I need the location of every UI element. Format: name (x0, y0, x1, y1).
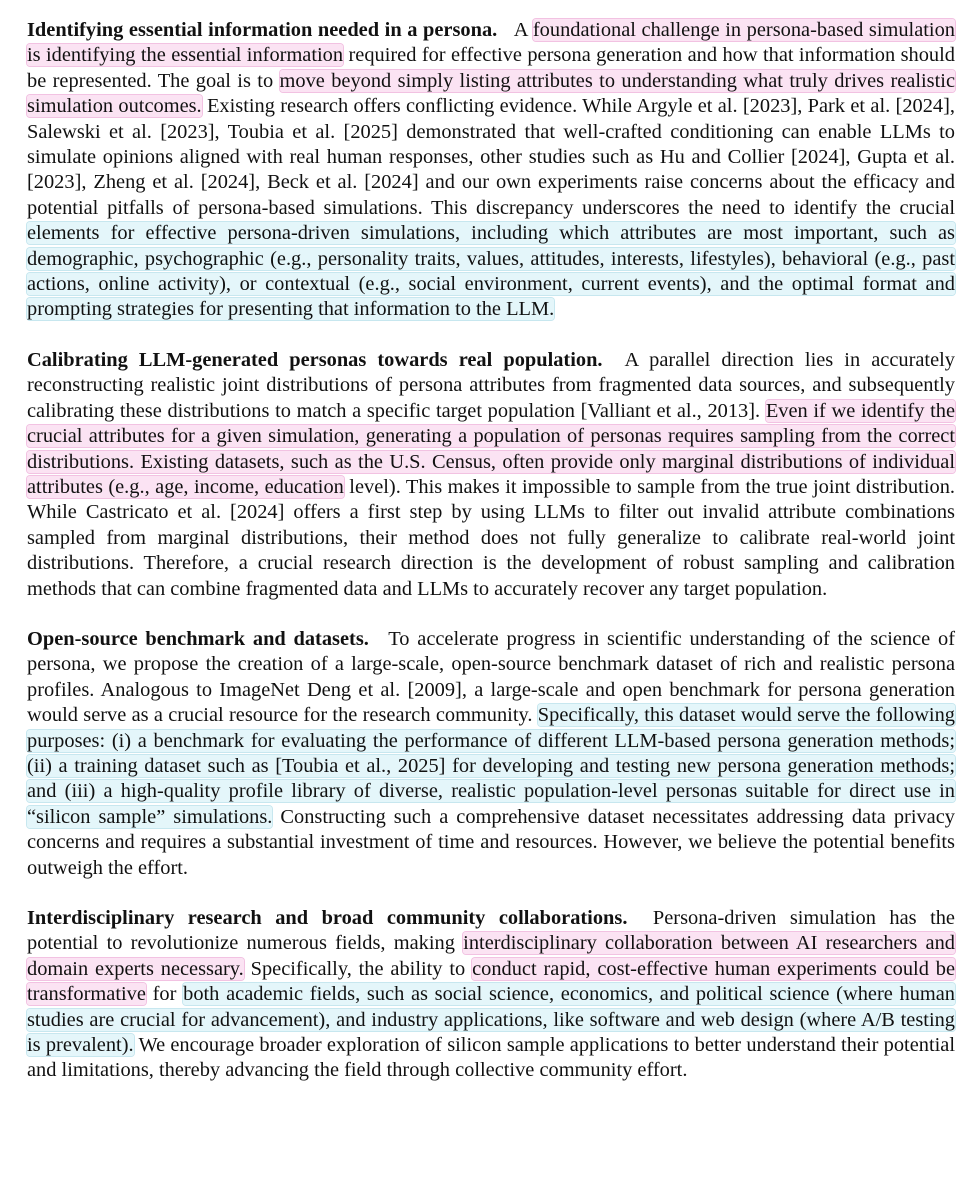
paragraph-interdisciplinary-research (27, 906, 955, 1084)
paragraph-heading: Calibrating LLM-generated personas towards real population. (27, 348, 603, 371)
paragraph-open-source-benchmark (27, 627, 955, 881)
highlight-pink: foundational challenge in persona-based simulation is identifying the essential information (27, 19, 955, 67)
paragraph-essential-information (27, 18, 955, 323)
highlight-pink: move beyond simply listing attributes to understanding what truly drives realistic simulation outcomes. (27, 69, 955, 118)
body-text: for (145, 983, 184, 1006)
paragraph-heading: Identifying essential information needed in a persona. (27, 19, 498, 41)
paper-page (27, 18, 955, 1084)
body-text: To accelerate progress in scientific understanding of the science of persona, we propose the creation of a large-scale, open-source benchmark dataset of rich and realistic persona profiles. Analogous to ImageNet Deng et al. [2009], a large-scale and open benchmark for persona generation would serve as a crucial resource for the research community. (27, 627, 955, 727)
highlight-blue: both academic fields, such as social science, economics, and political science (where human studies are crucial for advancement), and industry applications, like software and web design (where A/B testing is prevalent). (27, 983, 955, 1057)
body-text: Existing research offers conflicting evidence. While Argyle et al. [2023], Park et al. [2024], Salewski et al. [2023], Toubia et al. [2025] demonstrated that well-crafted conditioning can enable LLMs to simulate opinions aligned with real human responses, other studies such as Hu and Collier [2024], Gupta et al. [2023], Zheng et al. [2024], Beck et al. [2024] and our own experiments raise concerns about the efficacy and potential pitfalls of persona-based simulations. This discrepancy underscores the need to identify the crucial (27, 95, 955, 219)
body-text: Specifically, the ability to (243, 957, 473, 980)
body-text: Constructing such a comprehensive dataset necessitates addressing data privacy concerns and requires a substantial investment of time and resources. However, we believe the potential benefits outweigh the effort. (27, 805, 955, 879)
paragraph-calibrating-personas (27, 348, 955, 602)
body-text: required for effective persona generation and how that information should be represented. The goal is to (27, 44, 955, 92)
body-text: level). This makes it impossible to sample from the true joint distribution. While Castricato et al. [2024] offers a first step by using LLMs to filter out invalid attribute combinations sampled from marginal distributions, their method does not fully generalize to calibrate real-world joint distributions. Therefore, a crucial research direction is the development of robust sampling and calibration methods that can combine fragmented data and LLMs to accurately recover any target population. (27, 475, 955, 600)
highlight-pink: conduct rapid, cost-effective human experiments could be transformative (27, 957, 955, 1006)
body-text: We encourage broader exploration of silicon sample applications to better understand their potential and limitations, thereby advancing the field through collective community effort. (27, 1034, 955, 1082)
highlight-pink: interdisciplinary collaboration between AI researchers and domain experts necessary. (27, 932, 955, 980)
paragraph-heading: Interdisciplinary research and broad community collaborations. (27, 907, 628, 929)
body-text: A parallel direction lies in accurately reconstructing realistic joint distributions of persona attributes from fragmented data sources, and subsequently calibrating these distributions to match a specific target population [Valliant et al., 2013]. (27, 348, 955, 422)
body-text: Persona-driven simulation has the potential to revolutionize numerous fields, making (27, 907, 955, 955)
body-text: A (513, 19, 533, 41)
highlight-pink: Even if we identify the crucial attributes for a given simulation, generating a population of personas requires sampling from the correct distributions. Existing datasets, such as the U.S. Census, often provide only marginal distributions of individual attributes (e.g., age, income, education (27, 399, 955, 498)
highlight-blue: Specifically, this dataset would serve the following purposes: (i) a benchmark for evaluating the performance of different LLM-based persona generation methods; (ii) a training dataset such as [Toubia et al., 2025] for developing and testing new persona generation methods; and (iii) a high-quality profile library of diverse, realistic population-level personas suitable for direct use in “silicon sample” simulations. (27, 704, 955, 828)
paragraph-heading: Open-source benchmark and datasets. (27, 627, 369, 650)
highlight-blue: elements for effective persona-driven simulations, including which attributes are most important, such as demographic, psychographic (e.g., personality traits, values, attitudes, interests, lifestyles), behavioral (e.g., past actions, online activity), or contextual (e.g., social environment, current events), and the optimal format and prompting strategies for presenting that information to the LLM. (27, 222, 955, 321)
